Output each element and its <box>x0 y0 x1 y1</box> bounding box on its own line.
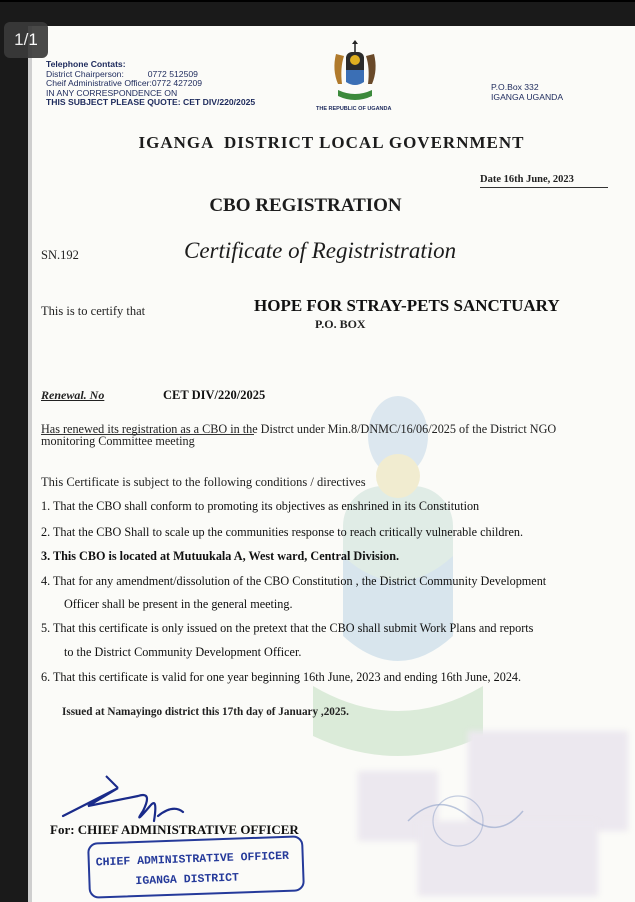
issue-date: Date 16th June, 2023 <box>480 174 574 185</box>
contact-line: Cheif Administrative Officer:0772 427209 <box>46 78 203 88</box>
cbo-registration-heading: CBO REGISTRATION <box>209 195 402 216</box>
redacted-stamp-area <box>358 731 628 901</box>
condition-item-continued: to the District Community Development Officer. <box>64 645 302 659</box>
page-counter: 1/1 <box>4 22 48 58</box>
issued-statement: Issued at Namayingo district this 17th day of January ,2025. <box>62 706 349 718</box>
condition-item: 1. That the CBO shall conform to promoting its objectives as enshrined in its Constitution <box>41 499 480 513</box>
emblem-caption: THE REPUBLIC OF UGANDA <box>316 106 392 112</box>
contact-block <box>46 60 255 108</box>
signatory-line: For: CHIEF ADMINISTRATIVE OFFICER <box>50 822 299 837</box>
serial-number: SN.192 <box>41 248 79 262</box>
contact-line: IN ANY CORRESPONDENCE ON <box>46 87 178 98</box>
condition-item: 2. That the CBO Shall to scale up the communities response to reach critically vulnerable children. <box>41 525 524 539</box>
certificate-title: Certificate of Registristration <box>184 238 457 263</box>
condition-item: 5. That this certificate is only issued on the pretext that the CBO shall submit Work Plans and reports <box>41 621 534 635</box>
official-stamp <box>87 835 305 899</box>
renewal-label: Renewal. No <box>41 388 105 402</box>
certify-label: This is to certify that <box>41 304 146 318</box>
stamp-line: CHIEF ADMINISTRATIVE OFFICER <box>95 849 290 870</box>
renewal-number: CET DIV/220/2025 <box>163 388 266 402</box>
faint-stamp-ink <box>398 781 528 861</box>
date-underline <box>480 187 608 188</box>
address-line: P.O.Box 332 <box>491 82 539 92</box>
condition-item: 4. That for any amendment/dissolution of the CBO Constitution , the District Community Development <box>41 574 547 588</box>
renewal-statement <box>41 423 611 447</box>
renewal-statement-text: Has renewed its registration as a CBO in the Distrct under Min.8/DNMC/16/06/2025 of the District NGO monitoring Committee meeting <box>41 422 557 448</box>
paper-edge-shadow <box>28 26 32 902</box>
address-line: IGANGA UGANDA <box>491 92 564 102</box>
condition-item: 3. This CBO is located at Mutuukala A, West ward, Central Division. <box>41 549 400 563</box>
contact-line: District Chairperson: 0772 512509 <box>46 68 198 79</box>
contact-line: THIS SUBJECT PLEASE QUOTE: CET DIV/220/2025 <box>46 97 256 107</box>
contact-line: Telephone Contats: <box>46 59 126 69</box>
district-title: IGANGA DISTRICT LOCAL GOVERNMENT <box>138 133 525 152</box>
organization-name: HOPE FOR STRAY-PETS SANCTUARY <box>254 296 560 315</box>
condition-item-continued: Officer shall be present in the general meeting. <box>64 597 293 611</box>
stamp-line: IGANGA DISTRICT <box>135 871 240 889</box>
condition-item: 6. That this certificate is valid for one year beginning 16th June, 2023 and ending 16th June, 2024. <box>41 670 522 684</box>
conditions-intro: This Certificate is subject to the following conditions / directives <box>41 475 366 489</box>
postal-address <box>491 82 563 102</box>
statement-underline <box>41 434 254 435</box>
organization-po-box: P.O. BOX <box>315 317 366 331</box>
coat-of-arms-emblem <box>324 40 386 110</box>
certificate-page <box>28 26 635 902</box>
viewer-top-bar <box>0 0 635 2</box>
